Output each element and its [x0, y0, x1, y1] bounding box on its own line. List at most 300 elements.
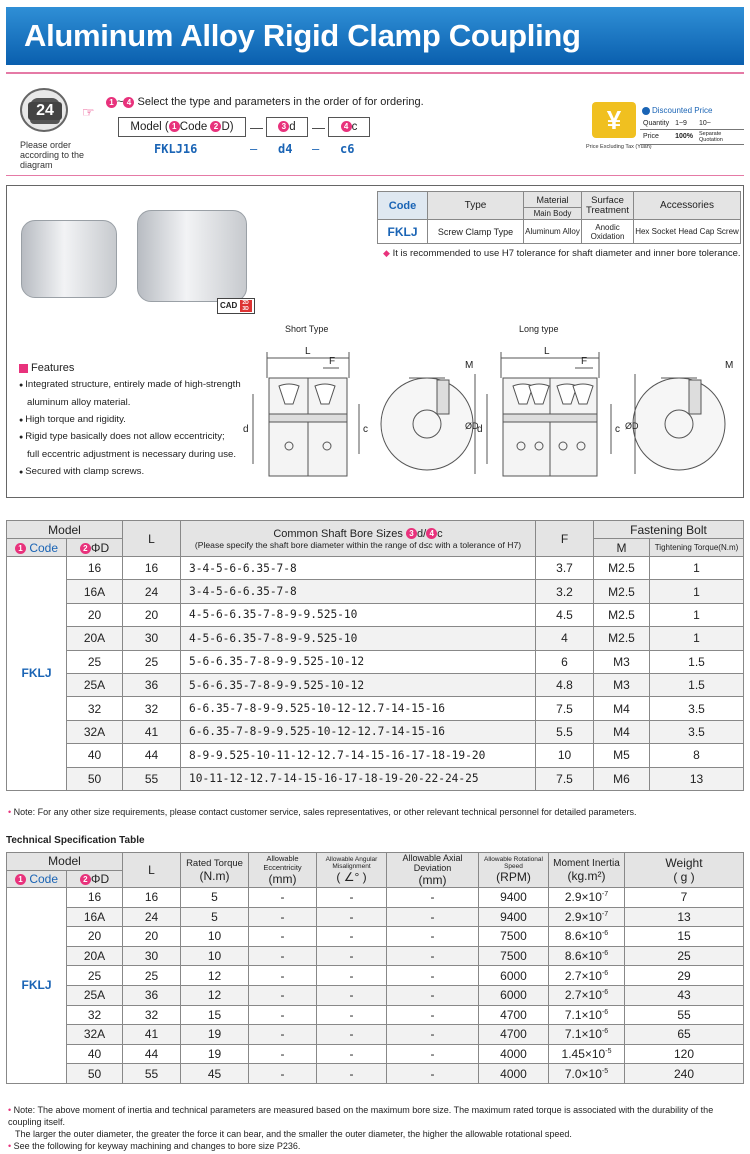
weight-cell: 13: [625, 907, 744, 927]
header-torque: Tightening Torque(N.m): [650, 539, 744, 557]
length-cell: 41: [123, 1025, 181, 1045]
feature-item: [19, 464, 259, 482]
dim-L-short: L: [305, 346, 311, 357]
dim-F-long: F: [581, 356, 588, 367]
bore-sizes-cell: 6-6.35-7-8-9-9.525-10-12-12.7-14-15-16: [181, 720, 536, 743]
eccentricity-unit: (mm): [268, 872, 297, 886]
rated-torque-label: Rated Torque: [186, 857, 243, 869]
features: [19, 362, 259, 482]
table-row: [7, 1064, 744, 1084]
speed-cell: 9400: [479, 907, 549, 927]
length-cell: 44: [123, 1044, 181, 1064]
table2-note-1: [8, 1104, 744, 1128]
diameter-cell: 20A: [67, 946, 123, 966]
eccentricity-label: Allowable Eccentricity: [263, 854, 302, 872]
bolt-cell: M4: [594, 720, 650, 743]
weight-cell: 120: [625, 1044, 744, 1064]
inertia-cell: [549, 966, 625, 986]
rated-torque-cell: 10: [181, 927, 249, 947]
rated-torque-unit: (N.m): [199, 868, 230, 883]
header-code: Code: [378, 192, 428, 220]
weight-cell: 25: [625, 946, 744, 966]
table-row: [7, 966, 744, 986]
axial-unit: (mm): [418, 873, 447, 887]
mark-2: 2: [210, 121, 221, 132]
inertia-cell: [549, 1064, 625, 1084]
header-type: Type: [428, 192, 524, 220]
sizes-subtitle: (Please specify the shaft bore diameter within the range of d≤c with a tolerance of H7): [194, 539, 522, 550]
long-type-label: Long type: [519, 324, 559, 334]
table-row: [7, 650, 744, 673]
bolt-cell: M3: [594, 650, 650, 673]
table1-note-text: Note: For any other size requirements, please contact customer service, sales representatives, or other relevant technical personnel for detailed parameters.: [13, 807, 637, 817]
inertia-exponent: -6: [601, 1028, 609, 1036]
angular-cell: -: [317, 1025, 387, 1045]
mark-1: 1: [169, 121, 180, 132]
speed-cell: 4700: [479, 1005, 549, 1025]
dim-c-long: c: [615, 424, 620, 435]
length-cell: 36: [123, 673, 181, 696]
inertia-cell: [549, 888, 625, 908]
square-icon: [19, 364, 28, 373]
bore-sizes-cell: 4-5-6-6.35-7-8-9-9.525-10: [181, 603, 536, 626]
inertia-mantissa: 7.1×10: [564, 1007, 602, 1022]
feature-text: Integrated structure, entirely made of high-strength: [25, 379, 241, 390]
spec-material: Aluminum Alloy: [524, 220, 582, 244]
f-cell: 7.5: [536, 697, 594, 720]
table-row: [7, 1005, 744, 1025]
eccentricity-cell: -: [249, 927, 317, 947]
diameter-cell: 25A: [67, 985, 123, 1005]
dim-M-short: M: [465, 360, 474, 371]
spec-accessories: Hex Socket Head Cap Screw: [634, 220, 741, 244]
dimension-drawings: [239, 334, 739, 494]
features-list: [19, 377, 259, 482]
mark-3: 3: [406, 528, 417, 539]
header-M: M: [594, 539, 650, 557]
table-row: [7, 907, 744, 927]
quantity-2: 10~: [696, 118, 744, 129]
weight-cell: 65: [625, 1025, 744, 1045]
weight-cell: 29: [625, 966, 744, 986]
length-cell: 20: [123, 603, 181, 626]
model-prefix: Model (: [130, 121, 169, 133]
inertia-label: Moment Inertia: [553, 857, 620, 869]
header-dia: [67, 539, 123, 557]
diameter-cell: 20: [67, 603, 123, 626]
table2-notes: [8, 1104, 744, 1152]
header-axial: [387, 853, 479, 888]
quantity-label: Quantity: [640, 118, 672, 129]
instruction-text: Select the type and parameters in the order of for ordering.: [137, 96, 424, 108]
bolt-cell: M6: [594, 767, 650, 790]
length-cell: 16: [123, 557, 181, 580]
discount-table: [640, 118, 744, 145]
order-instruction: 1 ~ 4 Select the type and parameters in the order of for ordering.: [106, 96, 424, 108]
mark-4: 4: [426, 528, 437, 539]
inertia-exponent: -5: [601, 1067, 609, 1075]
inertia-mantissa: 8.6×10: [564, 949, 602, 964]
torque-cell: 1: [650, 580, 744, 603]
length-cell: 32: [123, 697, 181, 720]
bullet-icon: ●: [19, 416, 24, 424]
bore-sizes-cell: 8-9-9.525-10-11-12-12.7-14-15-16-17-18-19-20: [181, 744, 536, 767]
speed-cell: 7500: [479, 946, 549, 966]
diameter-cell: 32A: [67, 1025, 123, 1045]
eccentricity-cell: -: [249, 1064, 317, 1084]
table-row: [7, 888, 744, 908]
eccentricity-cell: -: [249, 966, 317, 986]
angular-cell: -: [317, 946, 387, 966]
divider: [6, 72, 744, 74]
diameter-label: D): [221, 121, 234, 133]
c-label: c: [351, 121, 358, 133]
header-code: [7, 870, 67, 888]
table-row: [7, 557, 744, 580]
length-cell: 25: [123, 650, 181, 673]
dot-icon: •: [8, 807, 12, 817]
spec-table: [377, 191, 741, 244]
divider: [6, 175, 744, 176]
diameter-cell: 16A: [67, 907, 123, 927]
inertia-unit: (kg.m²): [567, 868, 606, 883]
inertia-mantissa: 1.45×10: [561, 1047, 606, 1062]
header-eccentricity: [249, 853, 317, 888]
price-note: Price Excluding Tax (Yuan): [586, 144, 652, 150]
header-dia-text: ΦD: [90, 871, 110, 886]
price-1: 100%: [672, 129, 696, 144]
f-cell: 10: [536, 744, 594, 767]
axial-cell: -: [387, 1044, 479, 1064]
header-accessories: Accessories: [634, 192, 741, 220]
header-bolt: Fastening Bolt: [594, 521, 744, 539]
table2-note-1-text: Note: The above moment of inertia and technical parameters are measured based on the maximum bore size. The maximum rated torque is associated with the durability of the coupling itself.: [8, 1105, 714, 1127]
diameter-cell: 32: [67, 697, 123, 720]
d-box: [266, 117, 308, 137]
table-row: [7, 627, 744, 650]
mark-2: 2: [80, 543, 91, 554]
inertia-cell: [549, 946, 625, 966]
angular-unit: ( ∠° ): [336, 870, 367, 884]
torque-cell: 3.5: [650, 697, 744, 720]
feature-text: aluminum alloy material.: [27, 396, 131, 408]
inertia-exponent: -6: [601, 930, 609, 938]
length-cell: 16: [123, 888, 181, 908]
table-row: [7, 744, 744, 767]
length-cell: 44: [123, 744, 181, 767]
speed-cell: 4000: [479, 1064, 549, 1084]
price-label: Price: [640, 129, 672, 144]
length-cell: 24: [123, 907, 181, 927]
bore-size-table: [6, 520, 744, 791]
sizes-c: c: [437, 527, 443, 540]
axial-cell: -: [387, 946, 479, 966]
dot-icon: [642, 107, 650, 115]
dash: —: [312, 142, 320, 156]
bore-sizes-cell: 3-4-5-6-6.35-7-8: [181, 557, 536, 580]
code-label: Code: [179, 121, 211, 133]
f-cell: 4.5: [536, 603, 594, 626]
inertia-exponent: -6: [601, 969, 609, 977]
speed-cell: 4700: [479, 1025, 549, 1045]
price-2: Separate Quotation: [696, 129, 744, 144]
header-code-text: Code: [29, 871, 59, 886]
dim-d-short: d: [243, 424, 249, 435]
bore-sizes-cell: 4-5-6-6.35-7-8-9-9.525-10: [181, 627, 536, 650]
dim-F-short: F: [329, 356, 336, 367]
dash: —: [250, 120, 263, 135]
header-F: F: [536, 521, 594, 557]
diameter-cell: 50: [67, 767, 123, 790]
inertia-exponent: -6: [601, 989, 609, 997]
length-cell: 20: [123, 927, 181, 947]
d-label: d: [289, 121, 296, 133]
inertia-exponent: -6: [601, 1008, 609, 1016]
f-cell: 6: [536, 650, 594, 673]
diameter-cell: 32: [67, 1005, 123, 1025]
table-row: [7, 580, 744, 603]
inertia-mantissa: 2.7×10: [564, 988, 602, 1003]
dot-icon: •: [8, 1141, 12, 1151]
header-code-text: Code: [29, 540, 59, 555]
header-dia: [67, 870, 123, 888]
angular-cell: -: [317, 985, 387, 1005]
header-dia-text: ΦD: [90, 540, 110, 555]
length-cell: 32: [123, 1005, 181, 1025]
axial-cell: -: [387, 1025, 479, 1045]
short-coupling-image: [21, 220, 117, 298]
f-cell: 4.8: [536, 673, 594, 696]
diameter-cell: 16: [67, 888, 123, 908]
axial-cell: -: [387, 1064, 479, 1084]
title-banner: [6, 7, 744, 65]
header-code: [7, 539, 67, 557]
bullet-icon: ●: [19, 468, 24, 476]
torque-cell: 1.5: [650, 650, 744, 673]
length-cell: 36: [123, 985, 181, 1005]
feature-text: Rigid type basically does not allow eccentricity;: [25, 431, 225, 443]
eccentricity-cell: -: [249, 1005, 317, 1025]
header-L: L: [123, 521, 181, 557]
torque-cell: 1.5: [650, 673, 744, 696]
table-row: [7, 927, 744, 947]
sizes-d: d/: [416, 527, 427, 540]
inertia-cell: [549, 1044, 625, 1064]
header-angular: [317, 853, 387, 888]
length-cell: 30: [123, 627, 181, 650]
table-row: [7, 1044, 744, 1064]
sizes-title: Common Shaft Bore Sizes: [273, 527, 406, 540]
table2-note-3-text: See the following for keyway machining and changes to bore size P236.: [13, 1141, 301, 1151]
feature-item: [19, 395, 259, 412]
feature-item: [19, 377, 259, 395]
eccentricity-cell: -: [249, 1044, 317, 1064]
angular-cell: -: [317, 966, 387, 986]
diamond-icon: ◆: [383, 248, 390, 258]
inertia-mantissa: 7.1×10: [564, 1027, 602, 1042]
torque-cell: 1: [650, 603, 744, 626]
eccentricity-cell: -: [249, 946, 317, 966]
diameter-cell: 25: [67, 650, 123, 673]
torque-cell: 8: [650, 744, 744, 767]
mark-1: 1: [15, 874, 26, 885]
weight-cell: 15: [625, 927, 744, 947]
dim-D-long: ØD: [625, 421, 639, 431]
diameter-cell: 20: [67, 927, 123, 947]
diameter-cell: 40: [67, 744, 123, 767]
header-rated-torque: [181, 853, 249, 888]
cad-2d3d-icon: 2D 3D: [240, 300, 252, 312]
diameter-cell: 40: [67, 1044, 123, 1064]
weight-unit: ( g ): [673, 870, 695, 884]
model-code-box: [118, 117, 246, 137]
bolt-cell: M2.5: [594, 603, 650, 626]
inertia-cell: [549, 985, 625, 1005]
mark-4: 4: [341, 121, 352, 132]
example-c: c6: [340, 142, 355, 156]
yen-icon: ¥: [592, 102, 636, 138]
rated-torque-cell: 19: [181, 1025, 249, 1045]
header-surface: Surface Treatment: [582, 192, 634, 220]
angular-cell: -: [317, 888, 387, 908]
ordering-section: [6, 82, 744, 174]
cad-badge[interactable]: [217, 298, 255, 314]
header-model: Model: [7, 521, 123, 539]
length-cell: 25: [123, 966, 181, 986]
axial-cell: -: [387, 1005, 479, 1025]
inertia-cell: [549, 927, 625, 947]
axial-cell: -: [387, 888, 479, 908]
speed-cell: 9400: [479, 888, 549, 908]
weight-label: Weight: [665, 856, 703, 870]
f-cell: 7.5: [536, 767, 594, 790]
inertia-cell: [549, 1005, 625, 1025]
table-row: [7, 720, 744, 743]
diameter-cell: 32A: [67, 720, 123, 743]
pointing-hand-icon: ☞: [82, 104, 95, 120]
table2-note-3: [8, 1140, 744, 1152]
inertia-exponent: -7: [601, 910, 609, 918]
dim-D-short: ØD: [465, 421, 479, 431]
dim-M-long: M: [725, 360, 734, 371]
tech-spec-title: Technical Specification Table: [6, 835, 145, 846]
torque-cell: 1: [650, 557, 744, 580]
product-photo: [19, 202, 249, 311]
bullet-icon: ●: [19, 434, 24, 442]
bolt-cell: M5: [594, 744, 650, 767]
mark-1: 1: [15, 543, 26, 554]
weight-cell: 7: [625, 888, 744, 908]
c-box: [328, 117, 370, 137]
feature-text: High torque and rigidity.: [25, 413, 126, 425]
dash: —: [250, 142, 258, 156]
header-main-body: Main Body: [524, 208, 582, 220]
header-weight: [625, 853, 744, 888]
inertia-mantissa: 8.6×10: [564, 929, 602, 944]
f-cell: 5.5: [536, 720, 594, 743]
inertia-mantissa: 2.9×10: [564, 909, 602, 924]
speed-cell: 7500: [479, 927, 549, 947]
rated-torque-cell: 12: [181, 985, 249, 1005]
bore-sizes-cell: 10-11-12-12.7-14-15-16-17-18-19-20-22-24-25: [181, 767, 536, 790]
angular-cell: -: [317, 927, 387, 947]
model-code-cell: FKLJ: [7, 888, 67, 1084]
table-row: [7, 946, 744, 966]
tolerance-note-text: It is recommended to use H7 tolerance for shaft diameter and inner bore tolerance.: [392, 248, 741, 259]
rated-torque-cell: 5: [181, 907, 249, 927]
dash: —: [312, 120, 325, 135]
inertia-mantissa: 2.7×10: [564, 968, 602, 983]
order-note: Please order according to the diagram: [20, 140, 85, 170]
rated-torque-cell: 12: [181, 966, 249, 986]
table-row: [7, 673, 744, 696]
dim-d-long: d: [477, 424, 483, 435]
model-code-cell: FKLJ: [7, 557, 67, 791]
bolt-cell: M3: [594, 673, 650, 696]
weight-cell: 55: [625, 1005, 744, 1025]
feature-item: [19, 429, 259, 447]
weight-cell: 43: [625, 985, 744, 1005]
table1-note: [8, 806, 636, 818]
bore-sizes-cell: 3-4-5-6-6.35-7-8: [181, 580, 536, 603]
mark-2: 2: [80, 874, 91, 885]
rated-torque-cell: 19: [181, 1044, 249, 1064]
eccentricity-cell: -: [249, 888, 317, 908]
tech-spec-table: [6, 852, 744, 1084]
length-cell: 30: [123, 946, 181, 966]
dim-L-long: L: [544, 346, 550, 357]
spec-type: Screw Clamp Type: [428, 220, 524, 244]
quantity-1: 1~9: [672, 118, 696, 129]
length-cell: 24: [123, 580, 181, 603]
feature-text: full eccentric adjustment is necessary during use.: [27, 449, 237, 461]
example-d: d4: [278, 142, 293, 156]
short-type-label: Short Type: [285, 324, 329, 334]
speed-cell: 4000: [479, 1044, 549, 1064]
dim-c-short: c: [363, 424, 368, 435]
table-row: [7, 1025, 744, 1045]
dot-icon: •: [8, 1105, 12, 1115]
table-row: [7, 603, 744, 626]
bolt-cell: M2.5: [594, 580, 650, 603]
axial-cell: -: [387, 907, 479, 927]
f-cell: 3.2: [536, 580, 594, 603]
speed-cell: 6000: [479, 966, 549, 986]
axial-cell: -: [387, 927, 479, 947]
angular-cell: -: [317, 907, 387, 927]
bore-sizes-cell: 5-6-6.35-7-8-9-9.525-10-12: [181, 673, 536, 696]
mark-3: 3: [278, 121, 289, 132]
table-row: [7, 767, 744, 790]
bore-sizes-cell: 6-6.35-7-8-9-9.525-10-12-12.7-14-15-16: [181, 697, 536, 720]
rated-torque-cell: 45: [181, 1064, 249, 1084]
header-inertia: [549, 853, 625, 888]
bolt-cell: M2.5: [594, 557, 650, 580]
page-title: Aluminum Alloy Rigid Clamp Coupling: [24, 18, 581, 53]
inertia-cell: [549, 1025, 625, 1045]
diameter-cell: 50: [67, 1064, 123, 1084]
angular-cell: -: [317, 1005, 387, 1025]
angular-cell: -: [317, 1064, 387, 1084]
header-L: L: [123, 853, 181, 888]
f-cell: 4: [536, 627, 594, 650]
bolt-cell: M2.5: [594, 627, 650, 650]
spec-code: FKLJ: [378, 220, 428, 244]
diameter-cell: 20A: [67, 627, 123, 650]
mark-4: 4: [123, 97, 134, 108]
torque-cell: 3.5: [650, 720, 744, 743]
length-cell: 41: [123, 720, 181, 743]
